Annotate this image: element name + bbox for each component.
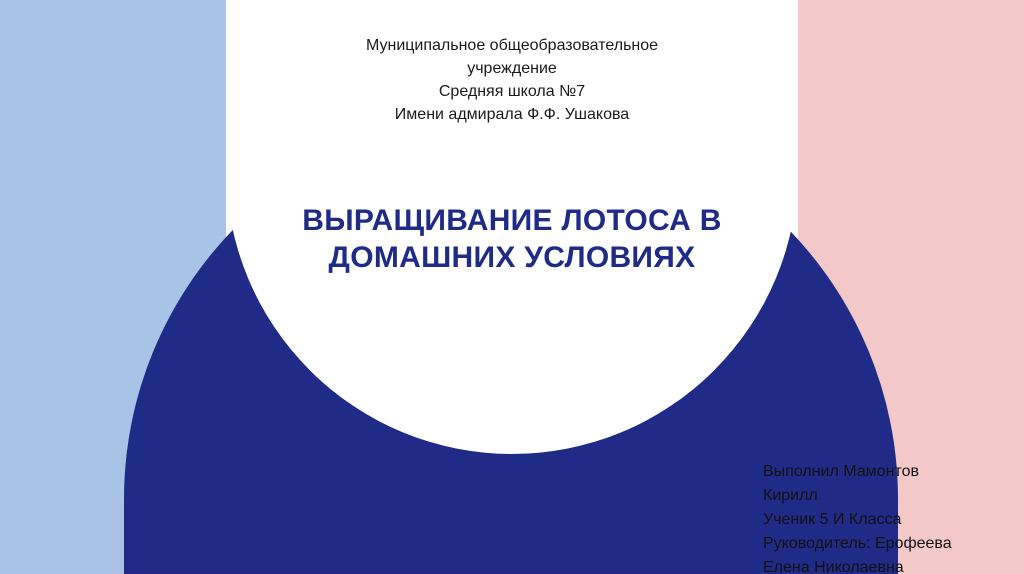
school-header-line: учреждение xyxy=(467,60,557,77)
presentation-title xyxy=(246,202,778,276)
author-info xyxy=(763,460,1021,574)
author-line: Елена Николаевна xyxy=(763,559,904,574)
title-line: ДОМАШНИХ УСЛОВИЯХ xyxy=(328,241,696,274)
author-line: Руководитель: Ерофеева xyxy=(763,535,952,552)
author-line: Выполнил Мамонтов xyxy=(763,463,919,480)
title-line: ВЫРАЩИВАНИЕ ЛОТОСА В xyxy=(302,204,722,237)
school-header-line: Имени адмирала Ф.Ф. Ушакова xyxy=(394,106,630,123)
school-header-line: Муниципальное общеобразовательное xyxy=(365,37,659,54)
author-line: Кирилл xyxy=(763,487,818,504)
author-line: Ученик 5 И Класса xyxy=(763,511,902,528)
school-header xyxy=(226,34,798,126)
school-header-line: Средняя школа №7 xyxy=(438,83,586,100)
